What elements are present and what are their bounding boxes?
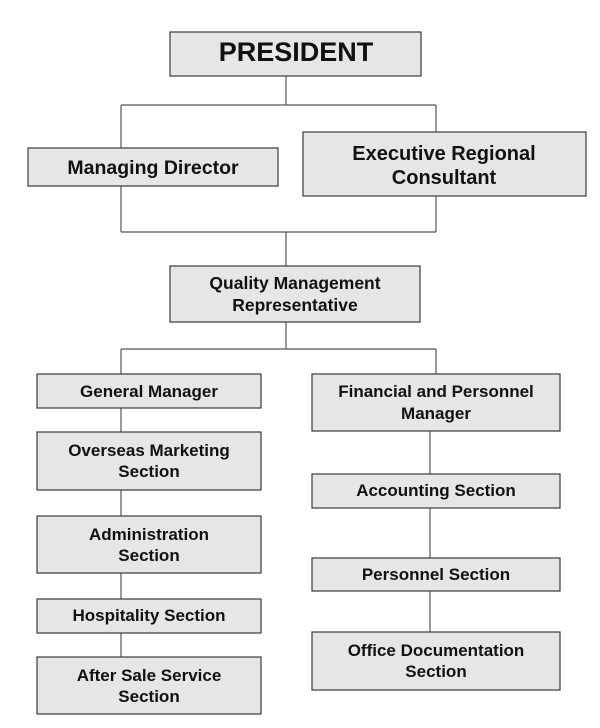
- label-overseas-marketing-line2: Section: [118, 462, 180, 481]
- node-financial-and-personnel-manager: [312, 374, 560, 431]
- label-administration-line2: Section: [118, 546, 180, 565]
- label-quality-management-line1: Quality Management: [209, 273, 381, 293]
- label-financial-manager-line2: Manager: [401, 404, 471, 423]
- label-office-documentation-line2: Section: [405, 662, 467, 681]
- label-personnel-section: Personnel Section: [361, 565, 511, 584]
- node-executive-regional-consultant: [303, 132, 586, 196]
- node-personnel-section: [312, 558, 560, 591]
- label-president: PRESIDENT: [218, 37, 374, 67]
- node-managing-director: [28, 148, 278, 186]
- node-accounting-section: [312, 474, 560, 508]
- label-managing-director: Managing Director: [67, 157, 239, 179]
- label-administration-line1: Administration: [89, 525, 209, 544]
- label-hospitality-section: Hospitality Section: [72, 606, 226, 625]
- node-office-documentation-section: [312, 632, 560, 690]
- node-administration-section: [37, 516, 261, 573]
- node-general-manager: [37, 374, 261, 408]
- node-overseas-marketing-section: [37, 432, 261, 490]
- node-president: [170, 32, 421, 76]
- label-executive-regional-consultant-line2: Consultant: [391, 167, 497, 189]
- label-financial-manager-line1: Financial and Personnel: [338, 382, 534, 401]
- node-quality-management-representative: [170, 266, 420, 322]
- label-executive-regional-consultant-line1: Executive Regional: [352, 143, 536, 165]
- label-accounting-section: Accounting Section: [356, 481, 516, 500]
- label-after-sale-line2: Section: [118, 687, 180, 706]
- label-quality-management-line2: Representative: [232, 295, 358, 315]
- label-overseas-marketing-line1: Overseas Marketing: [68, 441, 230, 460]
- label-after-sale-line1: After Sale Service: [76, 666, 222, 685]
- node-hospitality-section: [37, 599, 261, 633]
- label-general-manager: General Manager: [80, 382, 218, 401]
- label-office-documentation-line1: Office Documentation: [347, 641, 525, 660]
- node-after-sale-service-section: [37, 657, 261, 714]
